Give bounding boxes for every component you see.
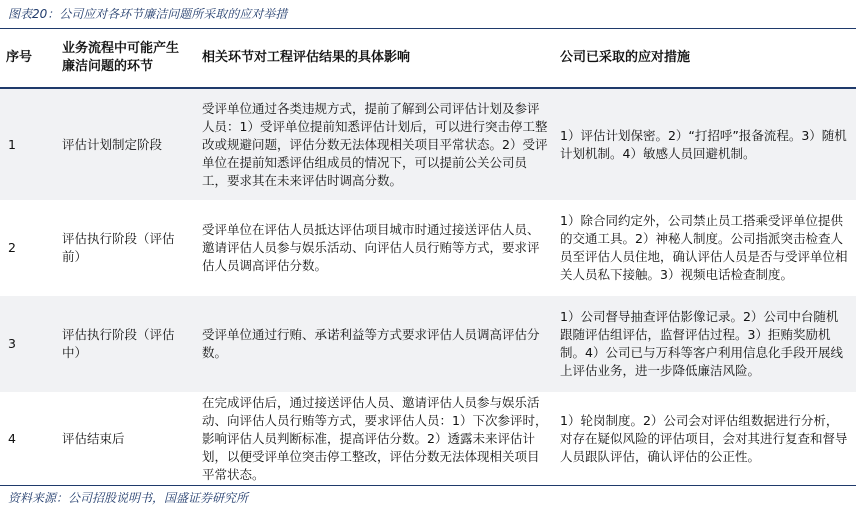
row-stage: 评估结束后 — [62, 431, 125, 446]
measures-table — [0, 29, 856, 486]
table-row — [0, 200, 856, 296]
row-impact: 受评单位在评估人员抵达评估项目城市时通过接送评估人员、邀请评估人员参与娱乐活动、向评估人员行贿等方式，要求评估人员调高评估分数。 — [202, 222, 540, 273]
row-measures: 1）公司督导抽查评估影像记录。2）公司中台随机跟随评估组评估，监督评估过程。3）拒贿奖励机制。4）公司已与万科等客户利用信息化手段开展线上评估业务，进一步降低廉洁风险。 — [560, 309, 843, 378]
row-stage: 评估计划制定阶段 — [62, 136, 163, 152]
table-row — [0, 392, 856, 486]
table-row — [0, 296, 856, 392]
row-seq: 3 — [8, 336, 16, 351]
row-measures: 1）除合同约定外，公司禁止员工搭乘受评单位提供的交通工具。2）神秘人制度。公司指派突击检查人员至评估人员住地，确认评估人员是否与受评单位相关人员私下接触。3）视频电话检查制度。 — [560, 213, 848, 282]
header-seq: 序号 — [0, 29, 56, 88]
row-seq: 1 — [8, 136, 16, 152]
row-stage: 评估执行阶段（评估中） — [62, 327, 175, 360]
header-row — [0, 29, 856, 88]
row-seq: 2 — [8, 240, 16, 255]
source-note: 资料来源：公司招股说明书，国盛证券研究所 — [8, 491, 249, 505]
header-impact: 相关环节对工程评估结果的具体影响 — [196, 29, 554, 88]
row-seq: 4 — [8, 431, 16, 446]
row-impact: 在完成评估后，通过接送评估人员、邀请评估人员参与娱乐活动、向评估人员行贿等方式，要求评估人员：1）下次参评时，影响评估人员判断标准，提高评估分数。2）透露未来评估计划，以便受评单位突击停工整改，评估分数无法体现相关项目平常状态。 — [202, 395, 548, 482]
row-impact: 受评单位通过各类违规方式，提前了解到公司评估计划及参评人员：1）受评单位提前知悉评估计划后，可以进行突击停工整改或规避问题，评估分数无法体现相关项目平常状态。2）受评单位在提前知悉评估组成员的情况下，可以提前公关公司员工，要求其在未来评估时调高分数。 — [202, 100, 548, 188]
row-measures: 1）轮岗制度。2）公司会对评估组数据进行分析，对存在疑似风险的评估项目，会对其进行复查和督导人员跟队评估，确认评估的公正性。 — [560, 413, 848, 464]
row-impact: 受评单位通过行贿、承诺利益等方式要求评估人员调高评估分数。 — [202, 327, 540, 360]
header-measures: 公司已采取的应对措施 — [554, 29, 856, 88]
table-row — [0, 88, 856, 200]
row-stage: 评估执行阶段（评估前） — [62, 231, 175, 264]
figure-title: 图表20：公司应对各环节廉洁问题所采取的应对举措 — [8, 7, 288, 21]
row-measures: 1）评估计划保密。2）“打招呼”报备流程。3）随机计划机制。4）敏感人员回避机制。 — [560, 127, 847, 161]
bottom-rule — [0, 485, 856, 486]
header-stage: 业务流程中可能产生廉洁问题的环节 — [56, 29, 196, 88]
